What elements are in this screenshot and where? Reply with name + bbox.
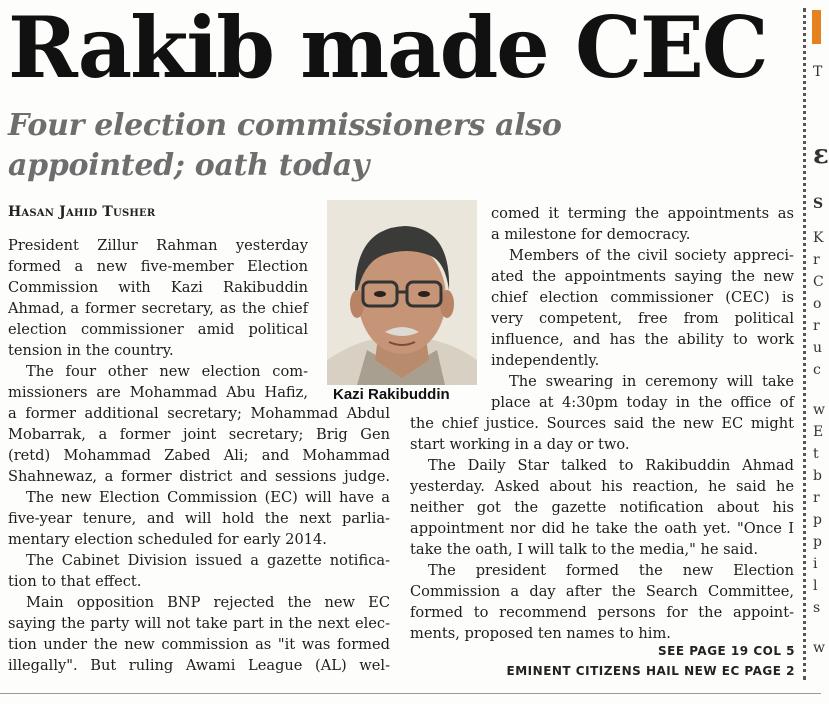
- adjacent-letter: ε: [813, 140, 829, 170]
- text-line: very competent, free from political: [491, 310, 794, 327]
- subhead-line: Four election commissioners also: [8, 108, 562, 143]
- adjacent-letter: C: [813, 274, 824, 290]
- adjacent-letter: E: [813, 424, 824, 440]
- adjacent-letter: K: [813, 230, 824, 246]
- adjacent-letter: r: [813, 490, 820, 506]
- adjacent-story-bar: [812, 10, 821, 44]
- portrait-photo: [327, 200, 477, 385]
- text-line: missioners are Mohammad Abu Hafiz,: [8, 384, 308, 401]
- text-line: election commissioner amid political: [8, 321, 308, 338]
- adjacent-letter: o: [813, 296, 822, 312]
- text-line: The Daily Star talked to Rakibuddin Ahmad: [428, 457, 794, 474]
- text-line: neither got the gazette notification about his: [410, 499, 794, 516]
- text-line: Commission a day after the Search Committee,: [410, 583, 794, 600]
- text-line: tion to that effect.: [8, 573, 142, 590]
- text-line: The four other new election com-: [26, 363, 308, 380]
- text-line: ated the appointments saying the new: [491, 268, 794, 285]
- adjacent-letter: w: [813, 402, 825, 418]
- text-line: tion under the new commission as "it was formed: [8, 636, 390, 653]
- adjacent-letter: u: [813, 340, 823, 356]
- adjacent-letter: S: [813, 196, 824, 212]
- adjacent-letter: i: [813, 556, 818, 572]
- text-line: President Zillur Rahman yesterday: [8, 237, 308, 254]
- text-line: saying the party will not take part in the next elec-: [8, 615, 390, 632]
- text-line: a former additional secretary; Mohammad Abdul: [8, 405, 390, 422]
- text-line: ments, proposed ten names to him.: [410, 625, 671, 642]
- text-line: Members of the civil society appreci-: [509, 247, 794, 264]
- adjacent-letter: T: [813, 64, 823, 80]
- text-line: the chief justice. Sources said the new EC might: [410, 415, 794, 432]
- text-line: illegally". But ruling Awami League (AL) wel-: [8, 657, 390, 674]
- text-line: take the oath, I will talk to the media," he said.: [410, 541, 759, 558]
- text-line: place at 4:30pm today in the office of: [491, 394, 794, 411]
- jump-line-see-page[interactable]: SEE PAGE 19 COL 5: [658, 644, 795, 658]
- adjacent-letter: r: [813, 252, 820, 268]
- text-line: mentary election scheduled for early 2014.: [8, 531, 327, 548]
- text-line: influence, and has the ability to work: [491, 331, 794, 348]
- column-separator: [803, 8, 806, 680]
- text-line: formed to recommend persons for the appoint-: [410, 604, 794, 621]
- headline: Rakib made CEC: [8, 0, 767, 97]
- text-line: yesterday. Asked about his reaction, he said he: [410, 478, 794, 495]
- adjacent-letter: p: [813, 534, 822, 550]
- text-line: formed a new five-member Election: [8, 258, 308, 275]
- adjacent-letter: r: [813, 318, 820, 334]
- text-line: Main opposition BNP rejected the new EC: [26, 594, 390, 611]
- text-line: five-year tenure, and will hold the next parlia-: [8, 510, 390, 527]
- text-line: appointment nor did he take the oath yet. "Once I: [410, 520, 794, 537]
- jump-line-eminent-citizens[interactable]: EMINENT CITIZENS HAIL NEW EC PAGE 2: [506, 664, 795, 678]
- text-line: a milestone for democracy.: [491, 226, 691, 243]
- byline: Hasan Jahid Tusher: [8, 204, 156, 220]
- text-line: tension in the country.: [8, 342, 174, 359]
- photo-caption: Kazi Rakibuddin: [333, 386, 450, 403]
- text-line: Ahmad, a former secretary, as the chief: [8, 300, 308, 317]
- adjacent-letter: c: [813, 362, 821, 378]
- text-line: Commission with Kazi Rakibuddin: [8, 279, 308, 296]
- text-line: (retd) Mohammad Zabed Ali; and Mohammad: [8, 447, 390, 464]
- text-line: chief election commissioner (CEC) is: [491, 289, 794, 306]
- text-line: Mobarrak, a former joint secretary; Brig Gen: [8, 426, 390, 443]
- adjacent-letter: t: [813, 446, 819, 462]
- subhead-line: appointed; oath today: [8, 148, 370, 183]
- text-line: comed it terming the appointments as: [491, 205, 794, 222]
- text-line: independently.: [491, 352, 600, 369]
- text-line: The swearing in ceremony will take: [509, 373, 794, 390]
- adjacent-letter: s: [813, 600, 821, 616]
- portrait-image: [327, 200, 477, 385]
- adjacent-letter: p: [813, 512, 822, 528]
- adjacent-letter: b: [813, 468, 822, 484]
- text-line: The new Election Commission (EC) will have a: [26, 489, 390, 506]
- subheadline: [8, 106, 568, 186]
- bottom-rule: [0, 693, 821, 694]
- adjacent-letter: w: [813, 640, 825, 656]
- text-line: The president formed the new Election: [428, 562, 794, 579]
- adjacent-letter: l: [813, 578, 818, 594]
- text-line: Shahnewaz, a former district and sessions judge.: [8, 468, 390, 485]
- text-line: The Cabinet Division issued a gazette notifica-: [26, 552, 390, 569]
- text-line: start working in a day or two.: [410, 436, 630, 453]
